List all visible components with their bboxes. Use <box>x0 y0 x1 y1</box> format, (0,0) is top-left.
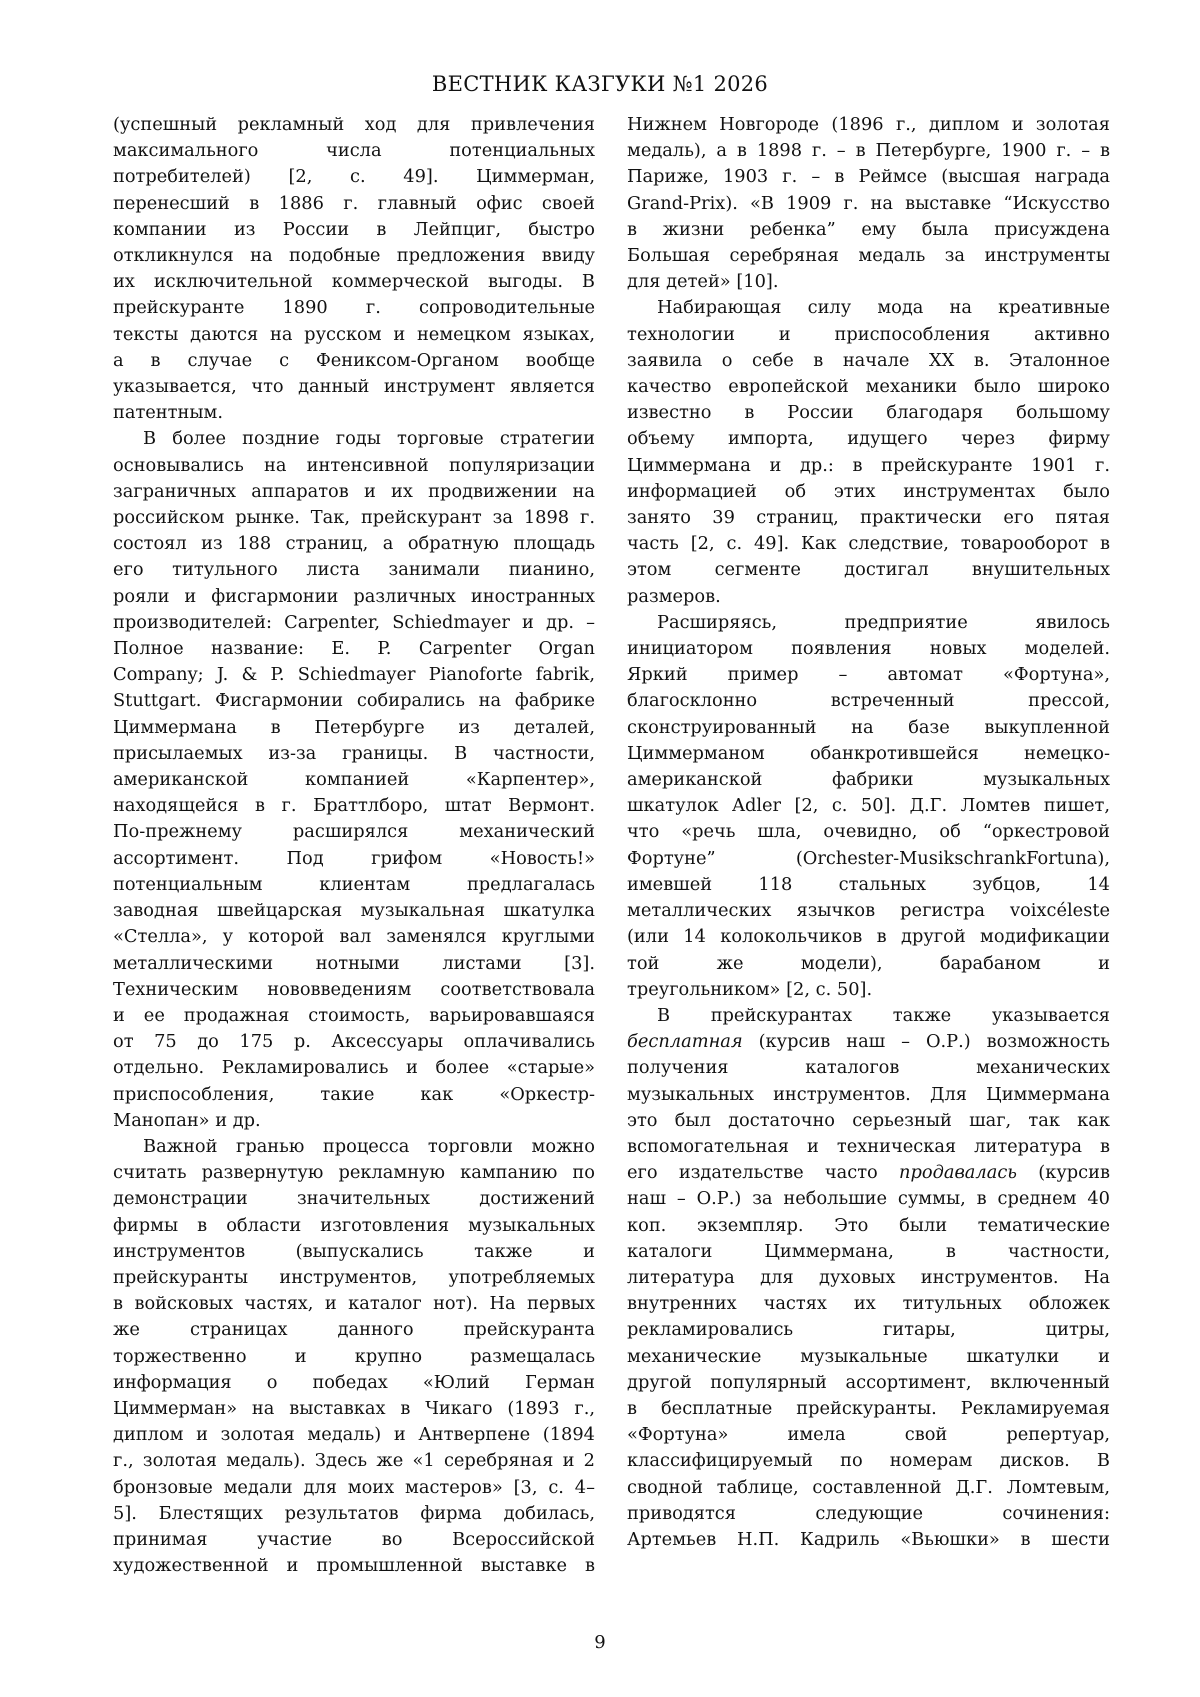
text-line: Набирающая силу мода на креативные <box>657 297 1110 319</box>
text-line: известно в России благодаря большому <box>627 402 1110 424</box>
text-line: демонстрации значительных достижений <box>113 1188 595 1210</box>
text-line: этом сегменте достигал внушительных <box>627 559 1110 581</box>
text-line: Grand-Prix). «В 1909 г. на выставке “Искусство <box>627 192 1110 214</box>
text-line: американской компанией «Карпентер», <box>113 769 595 791</box>
text-line: инструментов (выпускались также и <box>113 1240 595 1262</box>
text-line: в бесплатные прейскуранты. Рекламируемая <box>627 1397 1110 1419</box>
text-line: же страницах данного прейскуранта <box>113 1319 595 1341</box>
text-line: Полное название: E. P. Carpenter Organ <box>113 638 595 660</box>
text-line: что «речь шла, очевидно, об “оркестровой <box>627 821 1110 843</box>
text-line: Манопан» и др. <box>113 1109 261 1131</box>
text-line: Stuttgart. Фисгармонии собирались на фабрике <box>113 690 595 712</box>
text-line: металлическими нотными листами [3]. <box>113 952 595 974</box>
text-line: получения каталогов механических <box>627 1057 1110 1079</box>
text-line: Company; J. & P. Schiedmayer Pianoforte fabrik, <box>113 664 595 686</box>
paragraph <box>627 112 1110 295</box>
paragraph <box>627 295 1110 609</box>
text-line: бронзовые медали для моих мастеров» [3, с. 4– <box>113 1476 595 1498</box>
text-line: основывались на интенсивной популяризации <box>113 454 595 476</box>
text-line: сводной таблице, составленной Д.Г. Ломтевым, <box>627 1476 1110 1498</box>
text-line: Циммерманом обанкротившейся немецко- <box>627 742 1110 764</box>
text-line: американской фабрики музыкальных <box>627 769 1110 791</box>
text-line: а в случае с Фениксом-Органом вообще <box>113 349 595 371</box>
text-line: его титульного листа занимали пианино, <box>113 559 595 581</box>
text-line: прейскуранте 1890 г. сопроводительные <box>113 297 595 319</box>
text-line: размеров. <box>627 585 721 607</box>
text-line: ассортимент. Под грифом «Новость!» <box>113 847 595 869</box>
text-line: считать развернутую рекламную кампанию по <box>113 1162 595 1184</box>
text-line: Артемьев Н.П. Кадриль «Вьюшки» в шести <box>627 1528 1110 1550</box>
text-line: треугольником» [2, с. 50]. <box>627 978 873 1000</box>
text-line: сконструированный на базе выкупленной <box>627 716 1110 738</box>
text-line: внутренних частях их титульных обложек <box>627 1293 1110 1315</box>
text-line: потенциальным клиентам предлагалась <box>113 873 595 895</box>
text-line: Важной гранью процесса торговли можно <box>143 1135 595 1157</box>
text-line: благосклонно встреченный прессой, <box>627 690 1110 712</box>
text-line: максимального числа потенциальных <box>113 140 595 162</box>
text-line: часть [2, с. 49]. Как следствие, товарооборот в <box>627 533 1110 555</box>
text-line: Большая серебряная медаль за инструменты <box>627 245 1110 267</box>
text-line: приводятся следующие сочинения: <box>627 1502 1110 1524</box>
text-line: бесплатная (курсив наш – О.Р.) возможность <box>627 1031 1110 1053</box>
text-line: и ее продажная стоимость, варьировавшаяся <box>113 1004 595 1026</box>
text-line: их исключительной коммерческой выгоды. В <box>113 271 595 293</box>
text-line: Яркий пример – автомат «Фортуна», <box>627 664 1110 686</box>
text-line: производителей: Carpenter, Schiedmayer и др. – <box>113 611 595 633</box>
text-line: коп. экземпляр. Это были тематические <box>627 1214 1110 1236</box>
text-line: от 75 до 175 р. Аксессуары оплачивались <box>113 1031 595 1053</box>
text-line: По-прежнему расширялся механический <box>113 821 595 843</box>
text-line: находящейся в г. Браттлборо, штат Вермонт. <box>113 795 595 817</box>
text-line: «Фортуна» имела свой репертуар, <box>627 1424 1110 1446</box>
text-line: Расширяясь, предприятие явилось <box>657 611 1110 633</box>
text-line: в войсковых частях, и каталог нот). На первых <box>113 1293 595 1315</box>
text-line: для детей» [10]. <box>627 271 779 293</box>
text-line: откликнулся на подобные предложения ввиду <box>113 245 595 267</box>
paragraph <box>113 112 595 426</box>
text-line: отдельно. Рекламировались и более «старые» <box>113 1057 595 1079</box>
running-header: ВЕСТНИК КАЗГУКИ №1 2026 <box>431 72 769 96</box>
text-line: торжественно и крупно размещалась <box>113 1345 595 1367</box>
text-line: Техническим нововведениям соответствовала <box>113 978 595 1000</box>
text-line: другой популярный ассортимент, включенный <box>627 1371 1110 1393</box>
text-line: Циммермана и др.: в прейскуранте 1901 г. <box>627 454 1110 476</box>
text-line: Циммерман» на выставках в Чикаго (1893 г., <box>113 1397 595 1419</box>
text-line: вспомогательная и техническая литература в <box>627 1135 1110 1157</box>
text-line: информацией об этих инструментах было <box>627 480 1110 502</box>
text-line: занято 39 страниц, практически его пятая <box>627 507 1110 529</box>
text-line: российском рынке. Так, прейскурант за 1898 г. <box>113 507 595 529</box>
left-column <box>113 112 595 1579</box>
text-line: «Стелла», у которой вал заменялся круглыми <box>113 926 595 948</box>
text-line: классифицируемый по номерам дисков. В <box>627 1450 1110 1472</box>
text-line: заявила о себе в начале XX в. Эталонное <box>627 349 1110 371</box>
text-line: Нижнем Новгороде (1896 г., диплом и золотая <box>627 114 1110 135</box>
text-line: инициатором появления новых моделей. <box>627 638 1110 660</box>
text-line: перенесший в 1886 г. главный офис своей <box>113 192 595 214</box>
text-line: состоял из 188 страниц, а обратную площадь <box>113 533 595 555</box>
text-line: литература для духовых инструментов. На <box>627 1266 1110 1288</box>
text-line: В более поздние годы торговые стратегии <box>143 428 595 450</box>
text-line: его издательстве часто продавалась (курсив <box>627 1162 1110 1184</box>
paragraph <box>627 610 1110 1003</box>
text-line: медаль), а в 1898 г. – в Петербурге, 1900 г. – в <box>627 140 1110 162</box>
text-line: металлических язычков регистра voixсéleste <box>627 900 1110 922</box>
text-line: фирмы в области изготовления музыкальных <box>113 1214 595 1236</box>
text-line: тексты даются на русском и немецком языках, <box>113 323 595 345</box>
text-line: это был достаточно серьезный шаг, так как <box>627 1109 1110 1131</box>
text-line: технологии и приспособления активно <box>627 323 1110 345</box>
text-line: той же модели), барабаном и <box>627 952 1110 974</box>
text-line: механические музыкальные шкатулки и <box>627 1345 1110 1367</box>
text-line: присылаемых из-за границы. В частности, <box>113 742 595 764</box>
text-line: рекламировались гитары, цитры, <box>627 1319 1110 1341</box>
text-line: В прейскурантах также указывается <box>657 1004 1110 1026</box>
text-line: принимая участие во Всероссийской <box>113 1528 595 1550</box>
text-line: наш – О.Р.) за небольшие суммы, в среднем 40 <box>627 1188 1110 1210</box>
text-line: информация о победах «Юлий Герман <box>113 1371 595 1393</box>
right-column <box>627 112 1110 1553</box>
text-line: потребителей) [2, с. 49]. Циммерман, <box>113 166 595 188</box>
text-line: (или 14 колокольчиков в другой модификации <box>627 926 1110 948</box>
text-line: указывается, что данный инструмент является <box>113 376 595 398</box>
text-line: диплом и золотая медаль) и Антверпене (1894 <box>113 1424 595 1446</box>
text-line: Париже, 1903 г. – в Реймсе (высшая награда <box>627 166 1110 188</box>
text-line: 5]. Блестящих результатов фирма добилась, <box>113 1502 595 1524</box>
paragraph <box>113 426 595 1133</box>
text-line: компании из России в Лейпциг, быстро <box>113 218 595 240</box>
text-line: (успешный рекламный ход для привлечения <box>113 114 595 135</box>
text-line: каталоги Циммермана, в частности, <box>627 1240 1110 1262</box>
text-line: г., золотая медаль). Здесь же «1 серебряная и 2 <box>113 1450 595 1472</box>
text-line: заводная швейцарская музыкальная шкатулка <box>113 900 595 922</box>
text-line: Фортуне” (Orchester-MusikschrankFortuna), <box>627 847 1110 869</box>
text-line: музыкальных инструментов. Для Циммермана <box>627 1083 1110 1105</box>
text-line: объему импорта, идущего через фирму <box>627 428 1110 450</box>
text-line: шкатулок Adler [2, с. 50]. Д.Г. Ломтев пишет, <box>627 795 1110 817</box>
page-number: 9 <box>594 1632 606 1653</box>
text-line: Циммермана в Петербурге из деталей, <box>113 716 595 738</box>
text-line: приспособления, такие как «Оркестр- <box>113 1083 595 1105</box>
text-line: патентным. <box>113 402 223 424</box>
text-line: заграничных аппаратов и их продвижении на <box>113 480 595 502</box>
paragraph <box>627 1003 1110 1553</box>
paragraph <box>113 1134 595 1579</box>
text-line: рояли и фисгармонии различных иностранных <box>113 585 595 607</box>
text-line: качество европейской механики было широко <box>627 376 1110 398</box>
text-line: имевшей 118 стальных зубцов, 14 <box>627 873 1110 895</box>
text-line: художественной и промышленной выставке в <box>113 1555 595 1577</box>
text-line: в жизни ребенка” ему была присуждена <box>627 218 1110 240</box>
text-line: прейскуранты инструментов, употребляемых <box>113 1266 595 1288</box>
